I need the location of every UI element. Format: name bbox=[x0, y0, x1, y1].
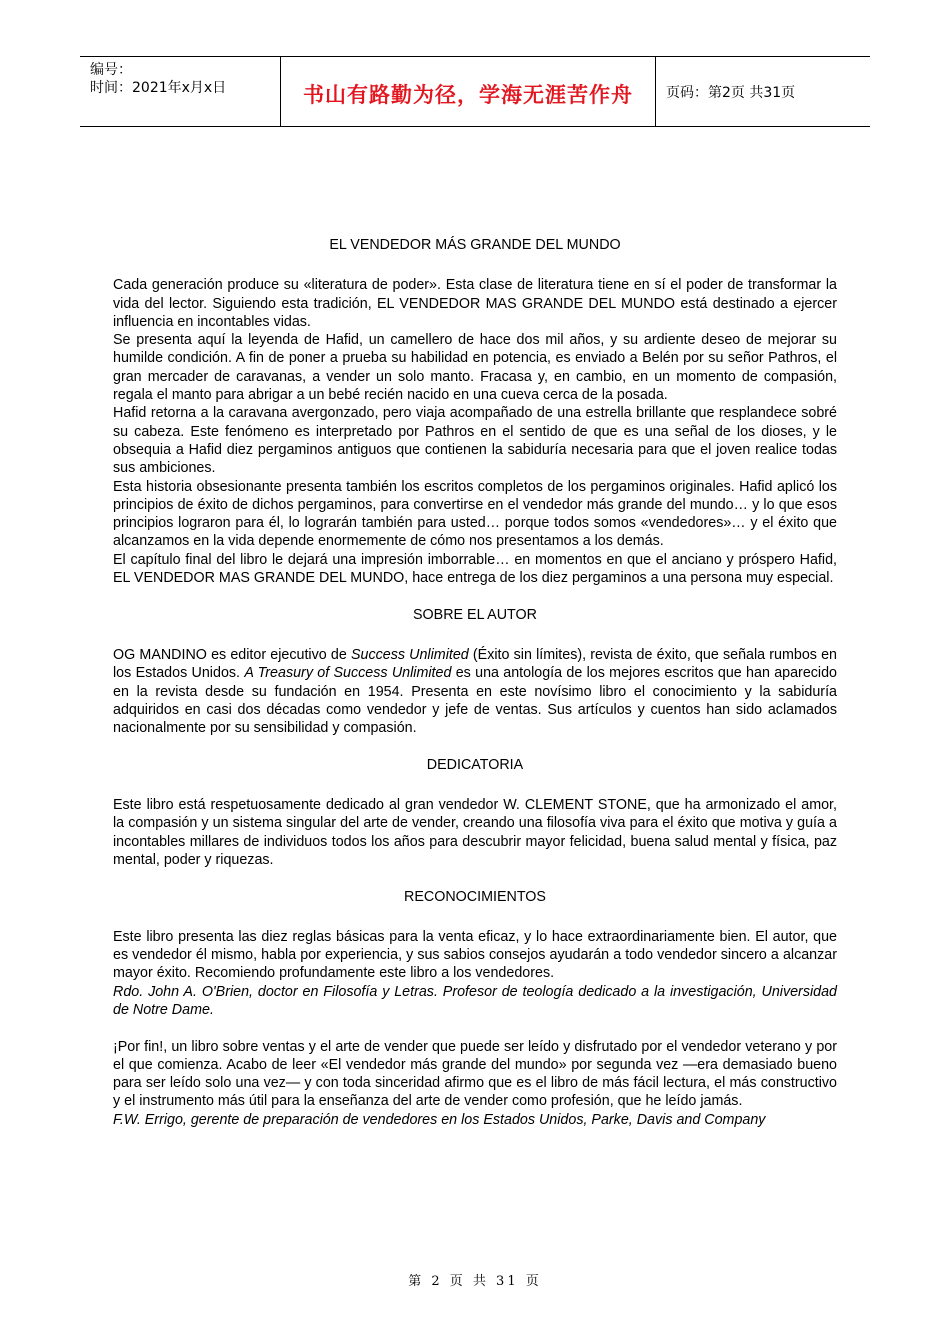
acknowledgment-quote-1: Este libro presenta las diez reglas básicas para la venta eficaz, y lo hace extraordinariamente bien. El autor, que es vendedor él mismo, habla por experiencia, y sus sabios consejos ayudarán a todo vendedor sincero a alcanzar mayor éxito. Recomiendo profundamente este libro a los vendedores. bbox=[113, 928, 837, 982]
dedication-paragraph: Este libro está respetuosamente dedicado al gran vendedor W. CLEMENT STONE, que ha armonizado el amor, la compasión y un sistema singular del arte de vender, creando una filosofía viva para el éxito que motiva y guía a incontables millares de individuos todos los años para descubrir mayor felicidad, buena salud mental y física, paz mental, poder y riquezas. bbox=[113, 797, 837, 868]
magazine-title: Success Unlimited bbox=[350, 646, 469, 663]
intro-paragraph-3: Hafid retorna a la caravana avergonzado, pero viaja acompañado de una estrella brillante que resplandece sobré su cabeza. Este fenómeno es interpretado por Pathros en el sentido de que es una señal de los dioses, y le obsequia a Hafid diez pergaminos antiguos que contienen la sabiduría necesaria para que el joven realice todas sus ambiciones. bbox=[113, 405, 837, 477]
acknowledgment-quote-2: ¡Por fin!, un libro sobre ventas y el arte de vender que puede ser leído y disfrutado por el vendedor veterano y por el que comienza. Acabo de leer «El vendedor más grande del mundo» por segunda vez —era demasiado bueno para ser leído solo una vez— y con toda sinceridad afirmo que es el libro de más fácil lectura, el más constructivo y el instrumento más útil para la enseñanza del arte de vender como profesión, que he leído jamás. bbox=[113, 1038, 837, 1110]
anthology-title: A Treasury of Success Unlimited bbox=[244, 665, 452, 682]
page-footer: 第 2 页 共 31 页 bbox=[408, 1274, 542, 1289]
document-body bbox=[113, 236, 837, 1129]
header-page-cell bbox=[656, 57, 870, 126]
book-title: EL VENDEDOR MÁS GRANDE DEL MUNDO bbox=[329, 237, 621, 253]
header-motto-cell bbox=[281, 57, 656, 126]
header-motto: 书山有路勤为径，学海无涯苦作舟 bbox=[303, 82, 633, 107]
page-header bbox=[80, 56, 870, 127]
header-page-number: 页码：第2页 共31页 bbox=[666, 85, 796, 101]
intro-paragraph-2: Se presenta aquí la leyenda de Hafid, un camellero de hace dos mil años, y su ardiente deseo de mejorar su humilde condición. A fin de poner a prueba su habilidad en potencia, es enviado a Belén por su señor Pathros, el gran mercader de caravanas, a vender un solo manto. Fracasa y, en cambio, en un momento de compasión, regala el manto para abrigar a un bebé recién nacido en una cueva cerca de la posada. bbox=[113, 332, 837, 404]
document-time-label: 时间：2021年x月x日 bbox=[90, 80, 227, 96]
intro-paragraph-4: Esta historia obsesionante presenta también los escritos completos de los pergaminos originales. Hafid aplicó los principios de éxito de dichos pergaminos, para convertirse en el vendedor más grande del mundo… y lo que esos principios lograron para él, lo lograrán también para usted… porque todos somos «vendedores»… y el éxito que alcanzamos en la vida depende enormemente de cómo nos presentamos a los demás. bbox=[113, 478, 837, 550]
document-number-label: 编号： bbox=[90, 62, 132, 78]
acknowledgment-signature-2: F.W. Errigo, gerente de preparación de vendedores en los Estados Unidos, Parke, Davis and Company bbox=[113, 1111, 766, 1128]
intro-paragraph-5: El capítulo final del libro le dejará una impresión imborrable… en momentos en que el anciano y próspero Hafid, EL VENDEDOR MAS GRANDE DEL MUNDO, hace entrega de los diez pergaminos a una persona muy especial. bbox=[113, 551, 837, 587]
acknowledgment-signature-1: Rdo. John A. O'Brien, doctor en Filosofía y Letras. Profesor de teología dedicado a la investigación, Universidad de Notre Dame. bbox=[113, 983, 837, 1018]
header-info-cell bbox=[80, 57, 281, 126]
author-paragraph: OG MANDINO es editor ejecutivo de Success Unlimited (Éxito sin límites), revista de éxito, que señala rumbos en los Estados Unidos. A Treasury of Success Unlimited es una antología de los mejores escritos que han aparecido en la revista desde su fundación en 1954. Presenta en este novísimo libro el conocimiento y la sabiduría adquiridos en casi dos décadas como vendedor y jefe de ventas. Sus artículos y cuentos han sido aclamados nacionalmente por su sensibilidad y compasión. bbox=[113, 646, 838, 737]
dedication-heading: DEDICATORIA bbox=[426, 756, 524, 773]
acknowledgments-heading: RECONOCIMIENTOS bbox=[404, 888, 546, 905]
author-heading: SOBRE EL AUTOR bbox=[413, 606, 537, 623]
intro-paragraph-1: Cada generación produce su «literatura de poder». Esta clase de literatura tiene en sí el poder de transformar la vida del lector. Siguiendo esta tradición, EL VENDEDOR MAS GRANDE DEL MUNDO está destinado a ejercer influencia en incontables vidas. bbox=[113, 277, 837, 330]
